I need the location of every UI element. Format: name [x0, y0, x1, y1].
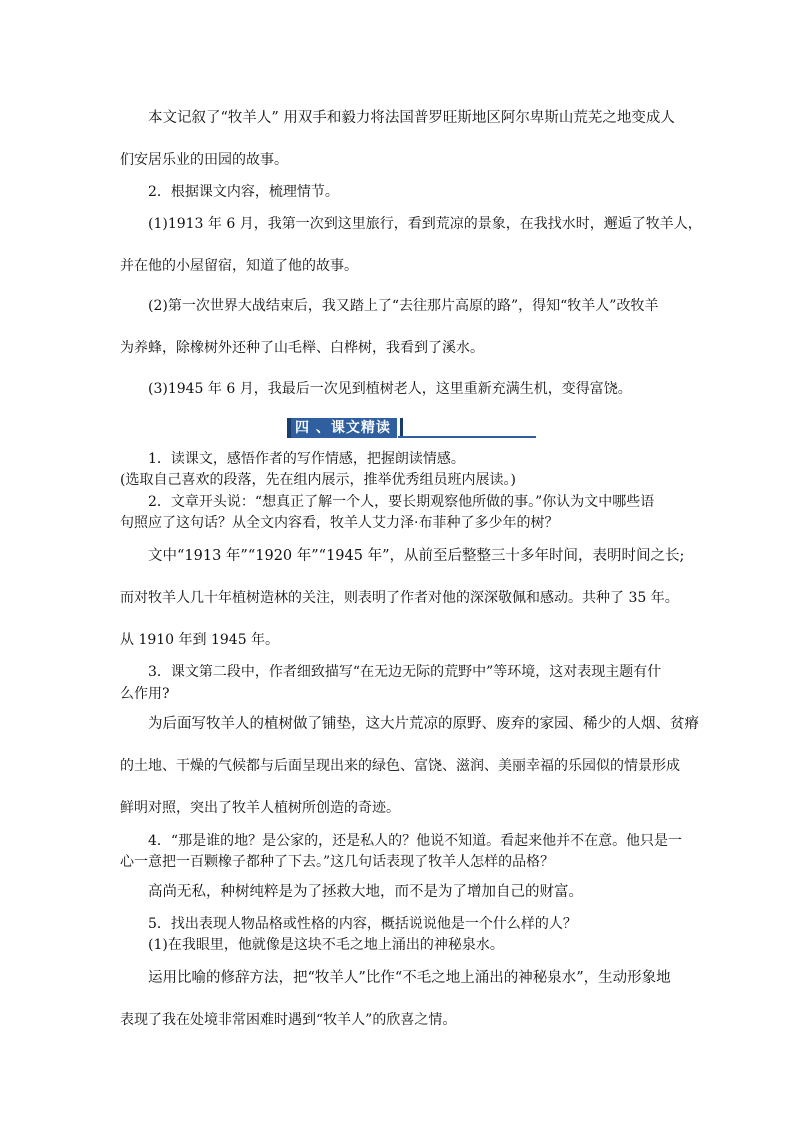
plot-item-2-line-2: 为养蜂，除橡树外还种了山毛榉、白桦树，我看到了溪水。 [120, 340, 484, 356]
question-4-line-2: 心一意把一百颗橡子都种了下去。”这几句话表现了牧羊人怎样的品格？ [120, 854, 555, 870]
answer-2-line-3: 从 1910 年到 1945 年。 [120, 632, 280, 648]
question-4-line-1: 4．“那是谁的地？是公家的，还是私人的？他说不知道。看起来他并不在意。他只是一 [148, 833, 683, 849]
plot-item-1-line-1: (1)1913 年 6 月，我第一次到这里旅行，看到荒凉的景象，在我找水时，邂逅了牧羊人， [148, 216, 702, 232]
answer-2-line-1: 文中“1913 年”“1920 年”“1945 年”，从前至后整整三十多年时间，表明时间之长; [148, 548, 685, 564]
answer-5-line-1: 运用比喻的修辞方法，把“牧羊人”比作“不毛之地上涌出的神秘泉水”，生动形象地 [148, 970, 671, 986]
question-5-line-2: (1)在我眼里，他就像是这块不毛之地上涌出的神秘泉水。 [148, 937, 504, 953]
section-header-bar [400, 418, 403, 438]
question-3-line-1: 3．课文第二段中，作者细致描写“在无边无际的荒野中”等环境，这对表现主题有什 [148, 664, 662, 680]
question-3-line-2: 么作用? [120, 686, 170, 702]
question-2-line-1: 2．文章开头说：“想真正了解一个人，要长期观察他所做的事。”你认为文中哪些语 [148, 494, 655, 510]
plot-item-3: (3)1945 年 6 月，我最后一次见到植树老人，这里重新充满生机，变得富饶。 [148, 381, 632, 397]
answer-2-line-2: 而对牧羊人几十年植树造林的关注，则表明了作者对他的深深敬佩和感动。共种了 35 年。 [120, 590, 679, 606]
question-1-line-1: 1．读课文，感悟作者的写作情感，把握朗读情感。 [148, 451, 465, 467]
plot-item-2-line-1: (2)第一次世界大战结束后，我又踏上了“去往那片高原的路”，得知“牧羊人”改牧羊 [148, 298, 659, 314]
plot-question: 2．根据课文内容，梳理情节。 [148, 184, 339, 200]
question-1-line-2: (选取自己喜欢的段落，先在组内展示，推举优秀组员班内展读。) [120, 472, 516, 488]
question-2-line-2: 句照应了这句话？从全文内容看，牧羊人艾力泽·布菲种了多少年的树？ [120, 515, 559, 531]
answer-3-line-3: 鲜明对照，突出了牧羊人植树所创造的奇迹。 [120, 800, 400, 816]
summary-line-1: 本文记叙了“牧羊人” 用双手和毅力将法国普罗旺斯地区阿尔卑斯山荒芜之地变成人 [148, 110, 675, 126]
answer-3-line-1: 为后面写牧羊人的植树做了铺垫，这大片荒凉的原野、废弃的家园、稀少的人烟、贫瘠 [148, 716, 699, 732]
section-title: 四 、课文精读 [287, 418, 397, 438]
answer-5-line-2: 表现了我在处境非常困难时遇到“牧羊人”的欣喜之情。 [120, 1012, 457, 1028]
plot-item-1-line-2: 并在他的小屋留宿，知道了他的故事。 [120, 258, 358, 274]
answer-4: 高尚无私，种树纯粹是为了拯救大地，而不是为了增加自己的财富。 [148, 884, 583, 900]
question-5-line-1: 5．找出表现人物品格或性格的内容，概括说说他是一个什么样的人？ [148, 916, 577, 932]
summary-line-2: 们安居乐业的田园的故事。 [120, 152, 288, 168]
section-header [287, 418, 403, 438]
section-header-underline [398, 436, 536, 438]
answer-3-line-2: 的土地、干燥的气候都与后面呈现出来的绿色、富饶、滋润、美丽幸福的乐园似的情景形成 [120, 758, 680, 774]
